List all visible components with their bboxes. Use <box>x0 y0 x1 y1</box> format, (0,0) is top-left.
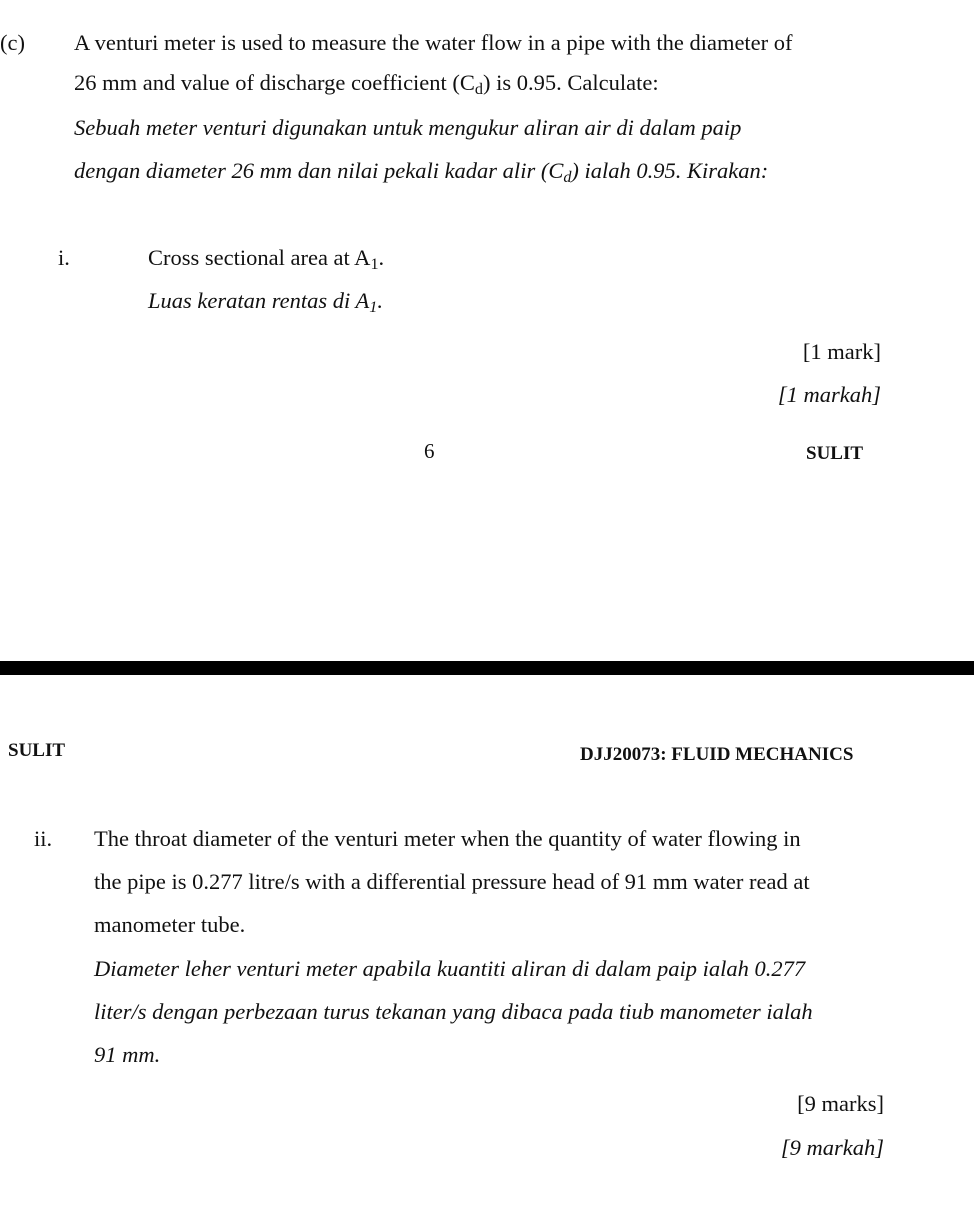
item-ii-marks-ms: [9 markah] <box>780 1135 884 1160</box>
item-ii-marks-en: [9 marks] <box>797 1091 884 1116</box>
item-ii-text-en-line-3: manometer tube. <box>94 912 246 937</box>
header-classification: SULIT <box>8 740 66 761</box>
item-i-text-en: Cross sectional area at $A_1$. <box>148 245 385 274</box>
question-c-text-en-line-2: 26 mm and value of discharge coefficient $(C_d)$ is 0.95. Calculate: <box>74 70 659 99</box>
item-ii-text-en-line-1: The throat diameter of the venturi meter when the quantity of water flowing in <box>94 826 801 851</box>
question-c-text-ms-line-1: Sebuah meter venturi digunakan untuk mengukur aliran air di dalam paip <box>74 115 742 140</box>
item-label-i: i. <box>58 245 70 270</box>
item-i-text-ms: Luas keratan rentas di $A_1$. <box>148 288 383 317</box>
question-label-c: (c) <box>0 30 25 55</box>
item-ii-text-ms-line-2: liter/s dengan perbezaan turus tekanan yang dibaca pada tiub manometer ialah <box>94 999 813 1024</box>
item-ii-text-ms-line-1: Diameter leher venturi meter apabila kuantiti aliran di dalam paip ialah 0.277 <box>94 956 806 981</box>
item-label-ii: ii. <box>34 826 53 851</box>
item-ii-text-ms-line-3: 91 mm. <box>94 1042 161 1067</box>
item-i-marks-ms: [1 markah] <box>777 382 881 407</box>
page-divider <box>0 661 974 675</box>
question-c-text-ms-line-2: dengan diameter 26 mm dan nilai pekali kadar alir $(C_d)$ ialah 0.95. Kirakan: <box>74 158 769 187</box>
item-i-marks-en: [1 mark] <box>802 339 881 364</box>
question-c-text-en-line-1: A venturi meter is used to measure the water flow in a pipe with the diameter of <box>74 30 793 55</box>
header-course-title: DJJ20073: FLUID MECHANICS <box>580 744 854 765</box>
footer-classification: SULIT <box>806 443 864 464</box>
item-ii-text-en-line-2: the pipe is 0.277 litre/s with a differential pressure head of 91 mm water read at <box>94 869 810 894</box>
page-number: 6 <box>424 439 435 463</box>
